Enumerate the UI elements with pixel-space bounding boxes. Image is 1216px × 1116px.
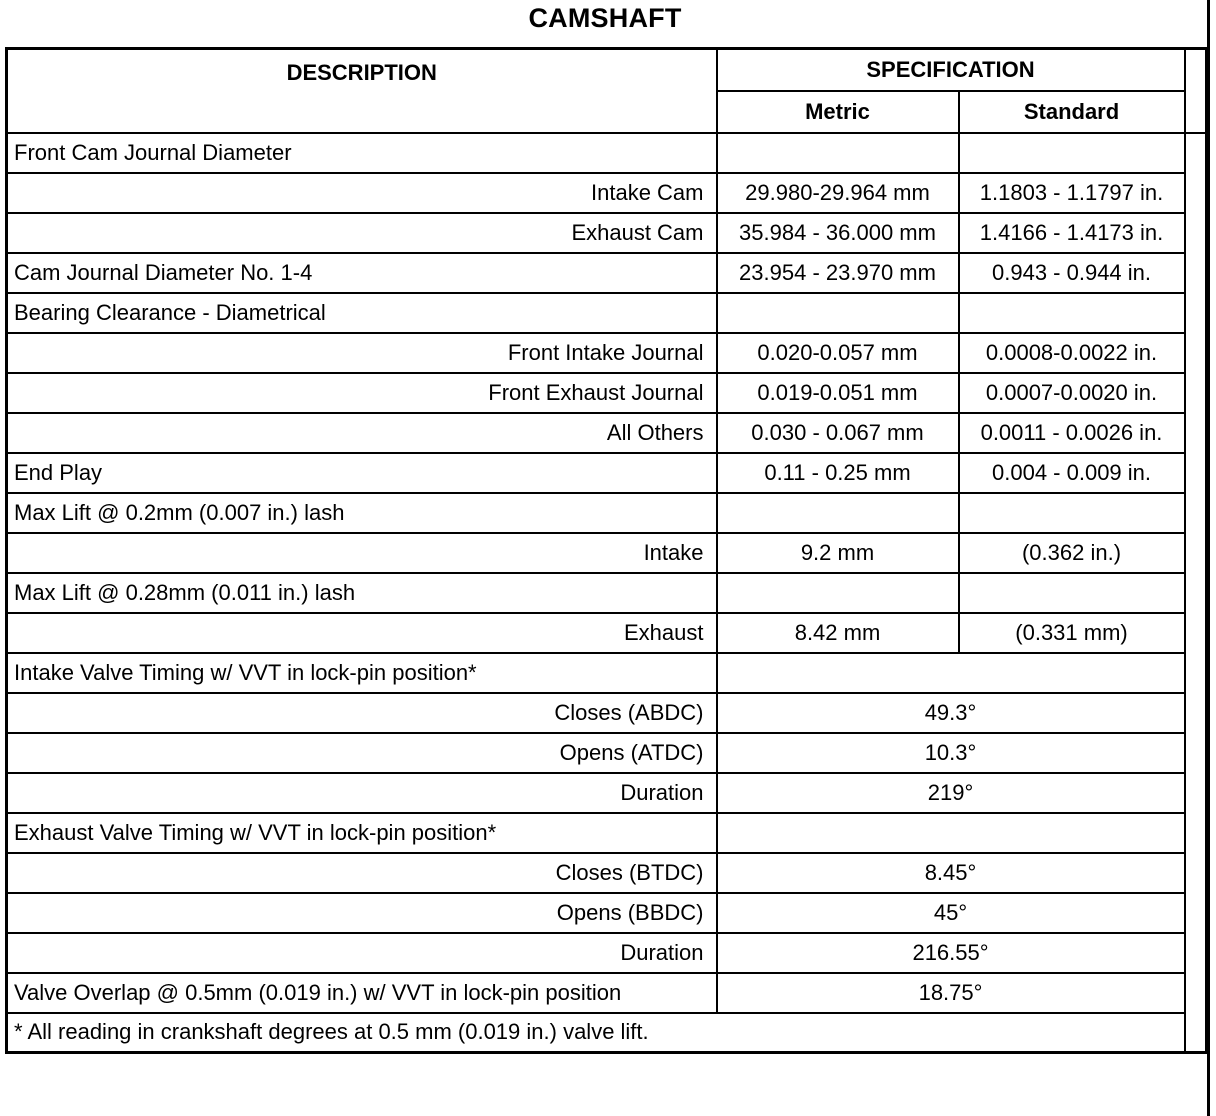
- row-metric-value: 23.954 - 23.970 mm: [717, 253, 959, 293]
- table-row: [7, 453, 1207, 493]
- table-row: [7, 133, 1207, 173]
- row-description: Exhaust Cam: [7, 213, 717, 253]
- row-standard-value: [959, 493, 1185, 533]
- table-row: [7, 933, 1207, 973]
- table-row: [7, 973, 1207, 1013]
- row-description: Max Lift @ 0.2mm (0.007 in.) lash: [7, 493, 717, 533]
- table-row: [7, 493, 1207, 533]
- row-standard-value: 0.0011 - 0.0026 in.: [959, 413, 1185, 453]
- row-standard-value: (0.362 in.): [959, 533, 1185, 573]
- table-row: [7, 253, 1207, 293]
- table-row: [7, 893, 1207, 933]
- row-description: Valve Overlap @ 0.5mm (0.019 in.) w/ VVT in lock-pin position: [7, 973, 717, 1013]
- row-value: [717, 653, 1185, 693]
- row-value: 216.55°: [717, 933, 1185, 973]
- row-standard-value: [959, 293, 1185, 333]
- row-value: [717, 813, 1185, 853]
- table-row: [7, 813, 1207, 853]
- row-metric-value: [717, 493, 959, 533]
- footnote-row: [7, 1013, 1207, 1053]
- row-description: Front Intake Journal: [7, 333, 717, 373]
- row-description: Closes (ABDC): [7, 693, 717, 733]
- header-row: [7, 49, 1207, 91]
- row-description: Exhaust Valve Timing w/ VVT in lock-pin position*: [7, 813, 717, 853]
- row-description: Duration: [7, 773, 717, 813]
- row-value: 8.45°: [717, 853, 1185, 893]
- row-description: Intake Valve Timing w/ VVT in lock-pin position*: [7, 653, 717, 693]
- table-row: [7, 653, 1207, 693]
- row-metric-value: 0.020-0.057 mm: [717, 333, 959, 373]
- row-description: Bearing Clearance - Diametrical: [7, 293, 717, 333]
- row-value: 219°: [717, 773, 1185, 813]
- row-value: 49.3°: [717, 693, 1185, 733]
- row-metric-value: 0.019-0.051 mm: [717, 373, 959, 413]
- row-metric-value: 9.2 mm: [717, 533, 959, 573]
- camshaft-spec-table: [5, 47, 1208, 1054]
- row-description: Duration: [7, 933, 717, 973]
- table-row: [7, 293, 1207, 333]
- specification-header: SPECIFICATION: [717, 49, 1185, 91]
- row-description: End Play: [7, 453, 717, 493]
- description-header: DESCRIPTION: [7, 49, 717, 133]
- table-row: [7, 693, 1207, 733]
- right-gutter: [1185, 49, 1207, 133]
- row-metric-value: 8.42 mm: [717, 613, 959, 653]
- row-description: Closes (BTDC): [7, 853, 717, 893]
- row-description: Max Lift @ 0.28mm (0.011 in.) lash: [7, 573, 717, 613]
- row-metric-value: 29.980-29.964 mm: [717, 173, 959, 213]
- row-description: Intake Cam: [7, 173, 717, 213]
- metric-header: Metric: [717, 91, 959, 133]
- row-description: All Others: [7, 413, 717, 453]
- table-row: [7, 173, 1207, 213]
- row-description: Front Exhaust Journal: [7, 373, 717, 413]
- row-metric-value: [717, 133, 959, 173]
- row-standard-value: 1.1803 - 1.1797 in.: [959, 173, 1185, 213]
- table-row: [7, 573, 1207, 613]
- table-row: [7, 773, 1207, 813]
- row-standard-value: [959, 133, 1185, 173]
- page-title: CAMSHAFT: [528, 3, 682, 33]
- row-description: Exhaust: [7, 613, 717, 653]
- row-metric-value: [717, 293, 959, 333]
- row-standard-value: [959, 573, 1185, 613]
- row-description: Cam Journal Diameter No. 1-4: [7, 253, 717, 293]
- row-metric-value: 35.984 - 36.000 mm: [717, 213, 959, 253]
- row-value: 10.3°: [717, 733, 1185, 773]
- table-row: [7, 333, 1207, 373]
- row-standard-value: 0.004 - 0.009 in.: [959, 453, 1185, 493]
- standard-header: Standard: [959, 91, 1185, 133]
- row-metric-value: [717, 573, 959, 613]
- row-standard-value: 0.0008-0.0022 in.: [959, 333, 1185, 373]
- row-description: Front Cam Journal Diameter: [7, 133, 717, 173]
- row-description: Opens (ATDC): [7, 733, 717, 773]
- table-row: [7, 853, 1207, 893]
- table-row: [7, 533, 1207, 573]
- table-row: [7, 373, 1207, 413]
- row-metric-value: 0.11 - 0.25 mm: [717, 453, 959, 493]
- row-standard-value: 1.4166 - 1.4173 in.: [959, 213, 1185, 253]
- table-row: [7, 733, 1207, 773]
- row-description: Intake: [7, 533, 717, 573]
- row-value: 45°: [717, 893, 1185, 933]
- spec-body: [7, 133, 1207, 1053]
- row-metric-value: 0.030 - 0.067 mm: [717, 413, 959, 453]
- row-standard-value: (0.331 mm): [959, 613, 1185, 653]
- row-value: 18.75°: [717, 973, 1185, 1013]
- table-row: [7, 413, 1207, 453]
- row-description: Opens (BBDC): [7, 893, 717, 933]
- table-row: [7, 613, 1207, 653]
- row-standard-value: 0.943 - 0.944 in.: [959, 253, 1185, 293]
- footnote: * All reading in crankshaft degrees at 0.5 mm (0.019 in.) valve lift.: [7, 1013, 1185, 1053]
- table-row: [7, 213, 1207, 253]
- row-standard-value: 0.0007-0.0020 in.: [959, 373, 1185, 413]
